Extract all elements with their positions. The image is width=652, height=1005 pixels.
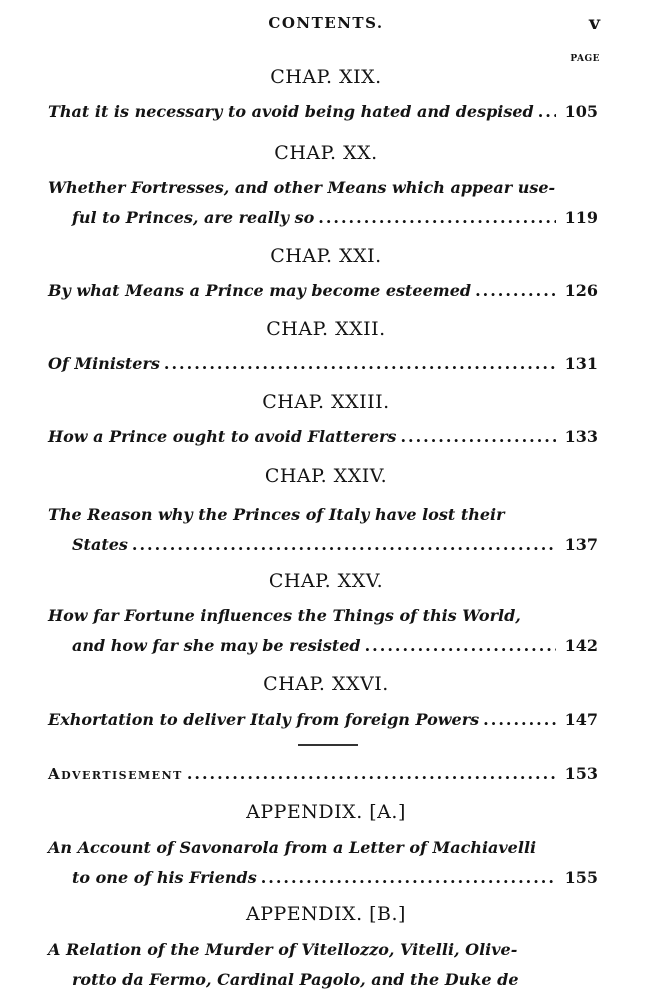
entry-title-line: to one of his Friends bbox=[72, 868, 257, 887]
entry-page: 131 bbox=[564, 354, 598, 373]
entry-page: 153 bbox=[564, 764, 598, 783]
toc-entry-xx[interactable] bbox=[48, 173, 598, 233]
chapter-heading-xxi: CHAP. XXI. bbox=[270, 245, 382, 267]
toc-entry-xxiv[interactable] bbox=[48, 500, 598, 560]
toc-entry-xxii[interactable] bbox=[48, 349, 598, 379]
entry-title: How a Prince ought to avoid Flatterers bbox=[48, 427, 397, 446]
page-folio: v bbox=[588, 12, 600, 34]
entry-title-line: A Relation of the Murder of Vitellozzo, Vitelli, Olive- bbox=[48, 940, 518, 959]
toc-entry-xxiii[interactable] bbox=[48, 422, 598, 452]
chapter-heading-xxiii: CHAP. XXIII. bbox=[262, 391, 390, 413]
entry-page: 126 bbox=[564, 281, 598, 300]
entry-title-line: and how far she may be resisted bbox=[72, 636, 361, 655]
entry-title: Exhortation to deliver Italy from foreign Powers bbox=[48, 710, 480, 729]
running-head-title: CONTENTS. bbox=[268, 14, 384, 32]
toc-entry-xix[interactable] bbox=[48, 97, 598, 127]
chapter-heading-xxv: CHAP. XXV. bbox=[268, 570, 384, 592]
chapter-heading-xx: CHAP. XX. bbox=[274, 142, 378, 164]
running-head bbox=[0, 14, 652, 40]
dot-leader bbox=[483, 705, 556, 735]
toc-entry-appendix-b[interactable] bbox=[48, 935, 598, 995]
toc-entry-appendix-a[interactable] bbox=[48, 833, 598, 893]
entry-page: 105 bbox=[564, 102, 598, 121]
chapter-heading-xxii: CHAP. XXII. bbox=[266, 318, 386, 340]
dot-leader bbox=[132, 530, 556, 560]
entry-title-line: rotto da Fermo, Cardinal Pagolo, and the Duke de bbox=[72, 970, 519, 989]
dot-leader bbox=[538, 97, 556, 127]
entry-title-line: How far Fortune influences the Things of this World, bbox=[48, 606, 521, 625]
entry-page: 137 bbox=[564, 535, 598, 554]
dot-leader bbox=[164, 349, 556, 379]
entry-page: 155 bbox=[564, 868, 598, 887]
appendix-heading-b: APPENDIX. [B.] bbox=[246, 903, 406, 925]
appendix-heading-a: APPENDIX. [A.] bbox=[246, 801, 406, 823]
page-column-label: PAGE bbox=[570, 54, 600, 64]
entry-title: That it is necessary to avoid being hated and despised bbox=[48, 102, 534, 121]
dot-leader bbox=[400, 422, 556, 452]
entry-title: By what Means a Prince may become esteemed bbox=[48, 281, 472, 300]
chapter-heading-xxiv: CHAP. XXIV. bbox=[264, 465, 388, 487]
dot-leader bbox=[187, 759, 556, 789]
entry-page: 147 bbox=[564, 710, 598, 729]
toc-entry-xxi[interactable] bbox=[48, 276, 598, 306]
entry-title-line: ful to Princes, are really so bbox=[72, 208, 315, 227]
section-divider bbox=[298, 744, 358, 746]
entry-page: 119 bbox=[564, 208, 598, 227]
entry-title-line: States bbox=[72, 535, 128, 554]
chapter-heading-xxvi: CHAP. XXVI. bbox=[263, 673, 389, 695]
entry-title-line: An Account of Savonarola from a Letter of Machiavelli bbox=[48, 838, 537, 857]
chapter-heading-xix: CHAP. XIX. bbox=[270, 66, 382, 88]
dot-leader bbox=[318, 203, 556, 233]
toc-entry-advertisement[interactable] bbox=[48, 759, 598, 789]
advertisement-label: Advertisement bbox=[48, 765, 183, 783]
toc-entry-xxvi[interactable] bbox=[48, 705, 598, 735]
entry-title-line: Whether Fortresses, and other Means which appear use- bbox=[48, 178, 556, 197]
entry-title: Of Ministers bbox=[48, 354, 160, 373]
dot-leader bbox=[365, 631, 556, 661]
entry-title-line: The Reason why the Princes of Italy have lost their bbox=[48, 505, 505, 524]
dot-leader bbox=[475, 276, 556, 306]
toc-entry-xxv[interactable] bbox=[48, 601, 598, 661]
dot-leader bbox=[261, 863, 556, 893]
entry-page: 142 bbox=[564, 636, 598, 655]
entry-page: 133 bbox=[564, 427, 598, 446]
